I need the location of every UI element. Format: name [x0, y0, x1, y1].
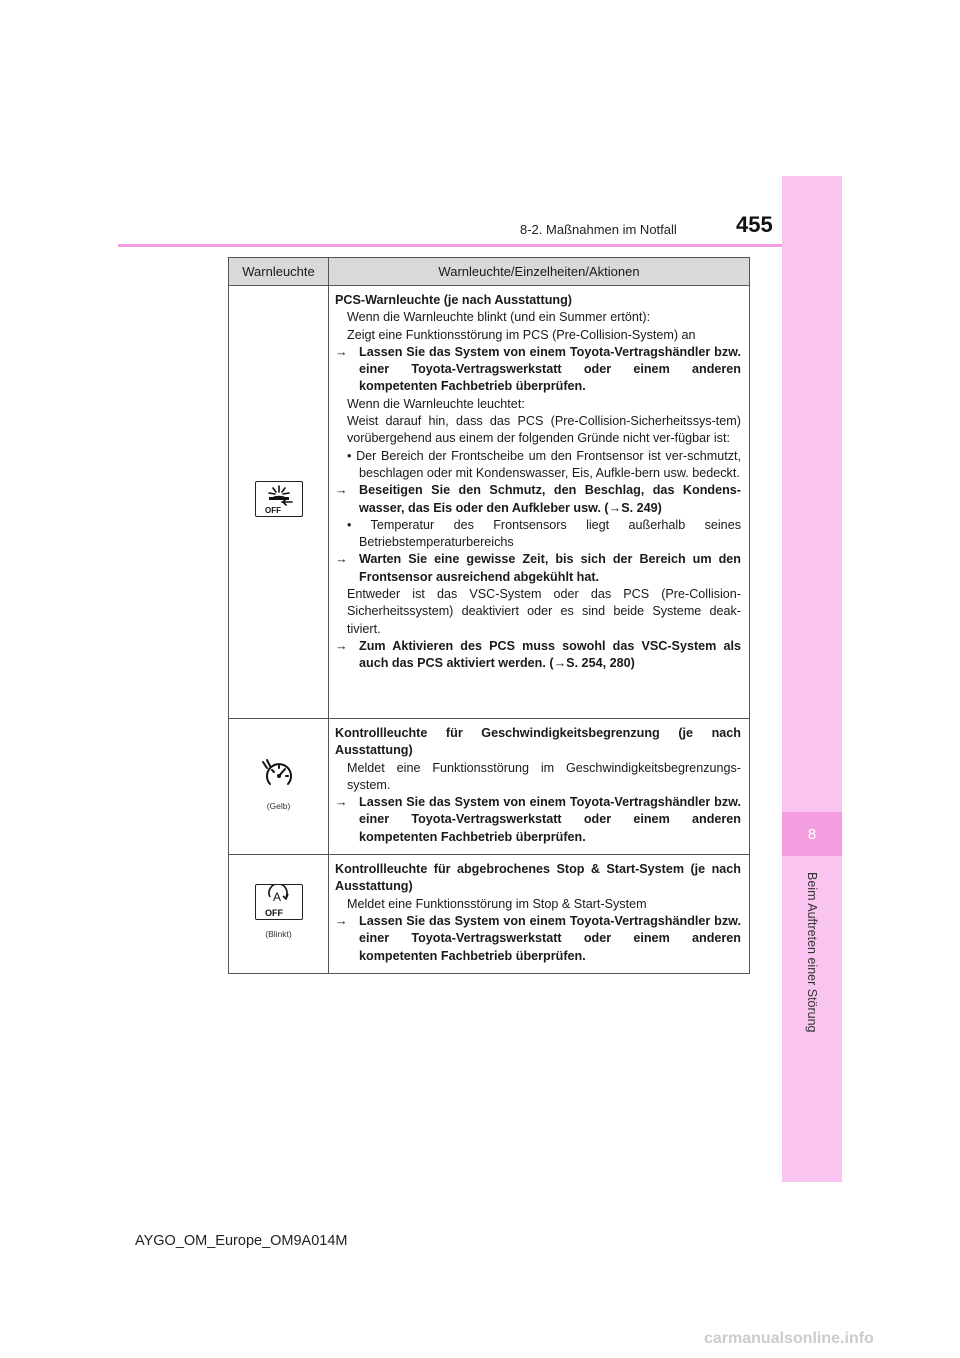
table-row — [229, 719, 750, 855]
arrow-icon: → — [335, 483, 348, 498]
icon-off-label: OFF — [264, 506, 281, 516]
arrow-icon: → — [335, 795, 348, 810]
icon-letter: A — [272, 890, 281, 905]
arrow-icon: → — [335, 913, 348, 928]
details-cell — [329, 286, 750, 719]
bullet-icon: • — [347, 517, 352, 532]
table-row — [229, 855, 750, 974]
bullet-text: Temperatur des Frontsensors liegt außerhalb seines Betriebstemperaturbereichs — [359, 517, 741, 550]
icon-off-label: OFF — [264, 908, 283, 919]
action-text: Beseitigen Sie den Schmutz, den Beschlag, das Kondens-wasser, das Eis oder den Aufkleber usw. (→S. 249) — [359, 483, 741, 515]
detail-line: Zeigt eine Funktionsstörung im PCS (Pre-Collision-System) an — [347, 327, 696, 342]
action-item — [335, 638, 741, 673]
icon-caption: (Gelb) — [266, 801, 291, 812]
action-item — [335, 344, 741, 396]
action-item — [335, 551, 741, 586]
action-text: Lassen Sie das System von einem Toyota-Vertragshändler bzw. einer Toyota-Vertragswerkstatt oder einem anderen kompetenten Fachbetrieb überprüfen. — [359, 913, 741, 963]
details-cell — [329, 855, 750, 974]
detail-line: Meldet eine Funktionsstörung im Stop & Start-System — [347, 896, 647, 911]
row-title: Kontrollleuchte für Geschwindigkeitsbegrenzung (je nach Ausstattung) — [335, 726, 741, 758]
detail-line: Entweder ist das VSC-System oder das PCS (Pre-Collision-Sicherheitssystem) deaktiviert oder es sind beide Systeme deak-tiviert. — [347, 587, 741, 636]
action-item — [335, 913, 741, 965]
header-rule — [118, 244, 782, 247]
bullet-icon: • — [347, 448, 352, 463]
action-item — [335, 482, 741, 517]
bullet-item — [335, 448, 741, 483]
row-title: Kontrollleuchte für abgebrochenes Stop & Start-System (je nach Ausstattung) — [335, 862, 741, 894]
chapter-number: 8 — [782, 812, 842, 856]
action-text: Zum Aktivieren des PCS muss sowohl das VSC-System als auch das PCS aktiviert werden. (→S. 254, 280) — [359, 638, 741, 671]
chapter-title: Beim Auftreten einer Störung — [805, 872, 819, 1033]
bullet-item — [335, 517, 741, 552]
page-number: 455 — [736, 212, 773, 237]
bullet-text: Der Bereich der Frontscheibe um den Frontsensor ist ver-schmutzt, beschlagen oder mit Kondenswasser, Eis, Aufkle-bern usw. bedeckt. — [356, 448, 742, 480]
arrow-icon: → — [335, 638, 348, 653]
action-text: Lassen Sie das System von einem Toyota-Vertragshändler bzw. einer Toyota-Vertragswerkstatt oder einem anderen kompetenten Fachbetrieb überprüfen. — [359, 344, 741, 394]
detail-line: Meldet eine Funktionsstörung im Geschwindigkeitsbegrenzungs-system. — [347, 760, 741, 792]
icon-cell — [229, 719, 329, 855]
row-title: PCS-Warnleuchte (je nach Ausstattung) — [335, 293, 572, 307]
stop-start-off-icon — [255, 884, 303, 920]
table-row — [229, 286, 750, 719]
detail-line: Wenn die Warnleuchte blinkt (und ein Summer ertönt): — [347, 310, 651, 325]
table-header-row — [229, 258, 750, 286]
details-cell — [329, 719, 750, 855]
icon-cell — [229, 286, 329, 719]
column-header-warning-light: Warnleuchte — [229, 258, 329, 286]
document-id: AYGO_OM_Europe_OM9A014M — [135, 1233, 348, 1249]
warning-light-table — [228, 257, 750, 974]
column-header-details: Warnleuchte/Einzelheiten/Aktionen — [329, 258, 750, 286]
arrow-icon: → — [335, 552, 348, 567]
speed-limiter-icon — [259, 758, 299, 792]
detail-line: Weist darauf hin, dass das PCS (Pre-Collision-Sicherheitssys-tem) vorübergehend aus einem der folgenden Gründe nicht ver-fügbar ist: — [347, 414, 741, 446]
icon-caption: (Blinkt) — [265, 929, 292, 940]
section-title: 8-2. Maßnahmen im Notfall — [520, 222, 677, 237]
detail-line: Wenn die Warnleuchte leuchtet: — [347, 396, 525, 411]
action-text: Warten Sie eine gewisse Zeit, bis sich der Bereich um den Frontsensor ausreichend abgekühlt hat. — [359, 552, 741, 584]
action-text: Lassen Sie das System von einem Toyota-Vertragshändler bzw. einer Toyota-Vertragswerkstatt oder einem anderen kompetenten Fachbetrieb überprüfen. — [359, 795, 741, 844]
arrow-icon: → — [335, 344, 348, 359]
pcs-off-warning-icon — [255, 481, 303, 517]
icon-cell — [229, 855, 329, 974]
action-item — [335, 794, 741, 846]
watermark: carmanualsonline.info — [704, 1330, 874, 1347]
